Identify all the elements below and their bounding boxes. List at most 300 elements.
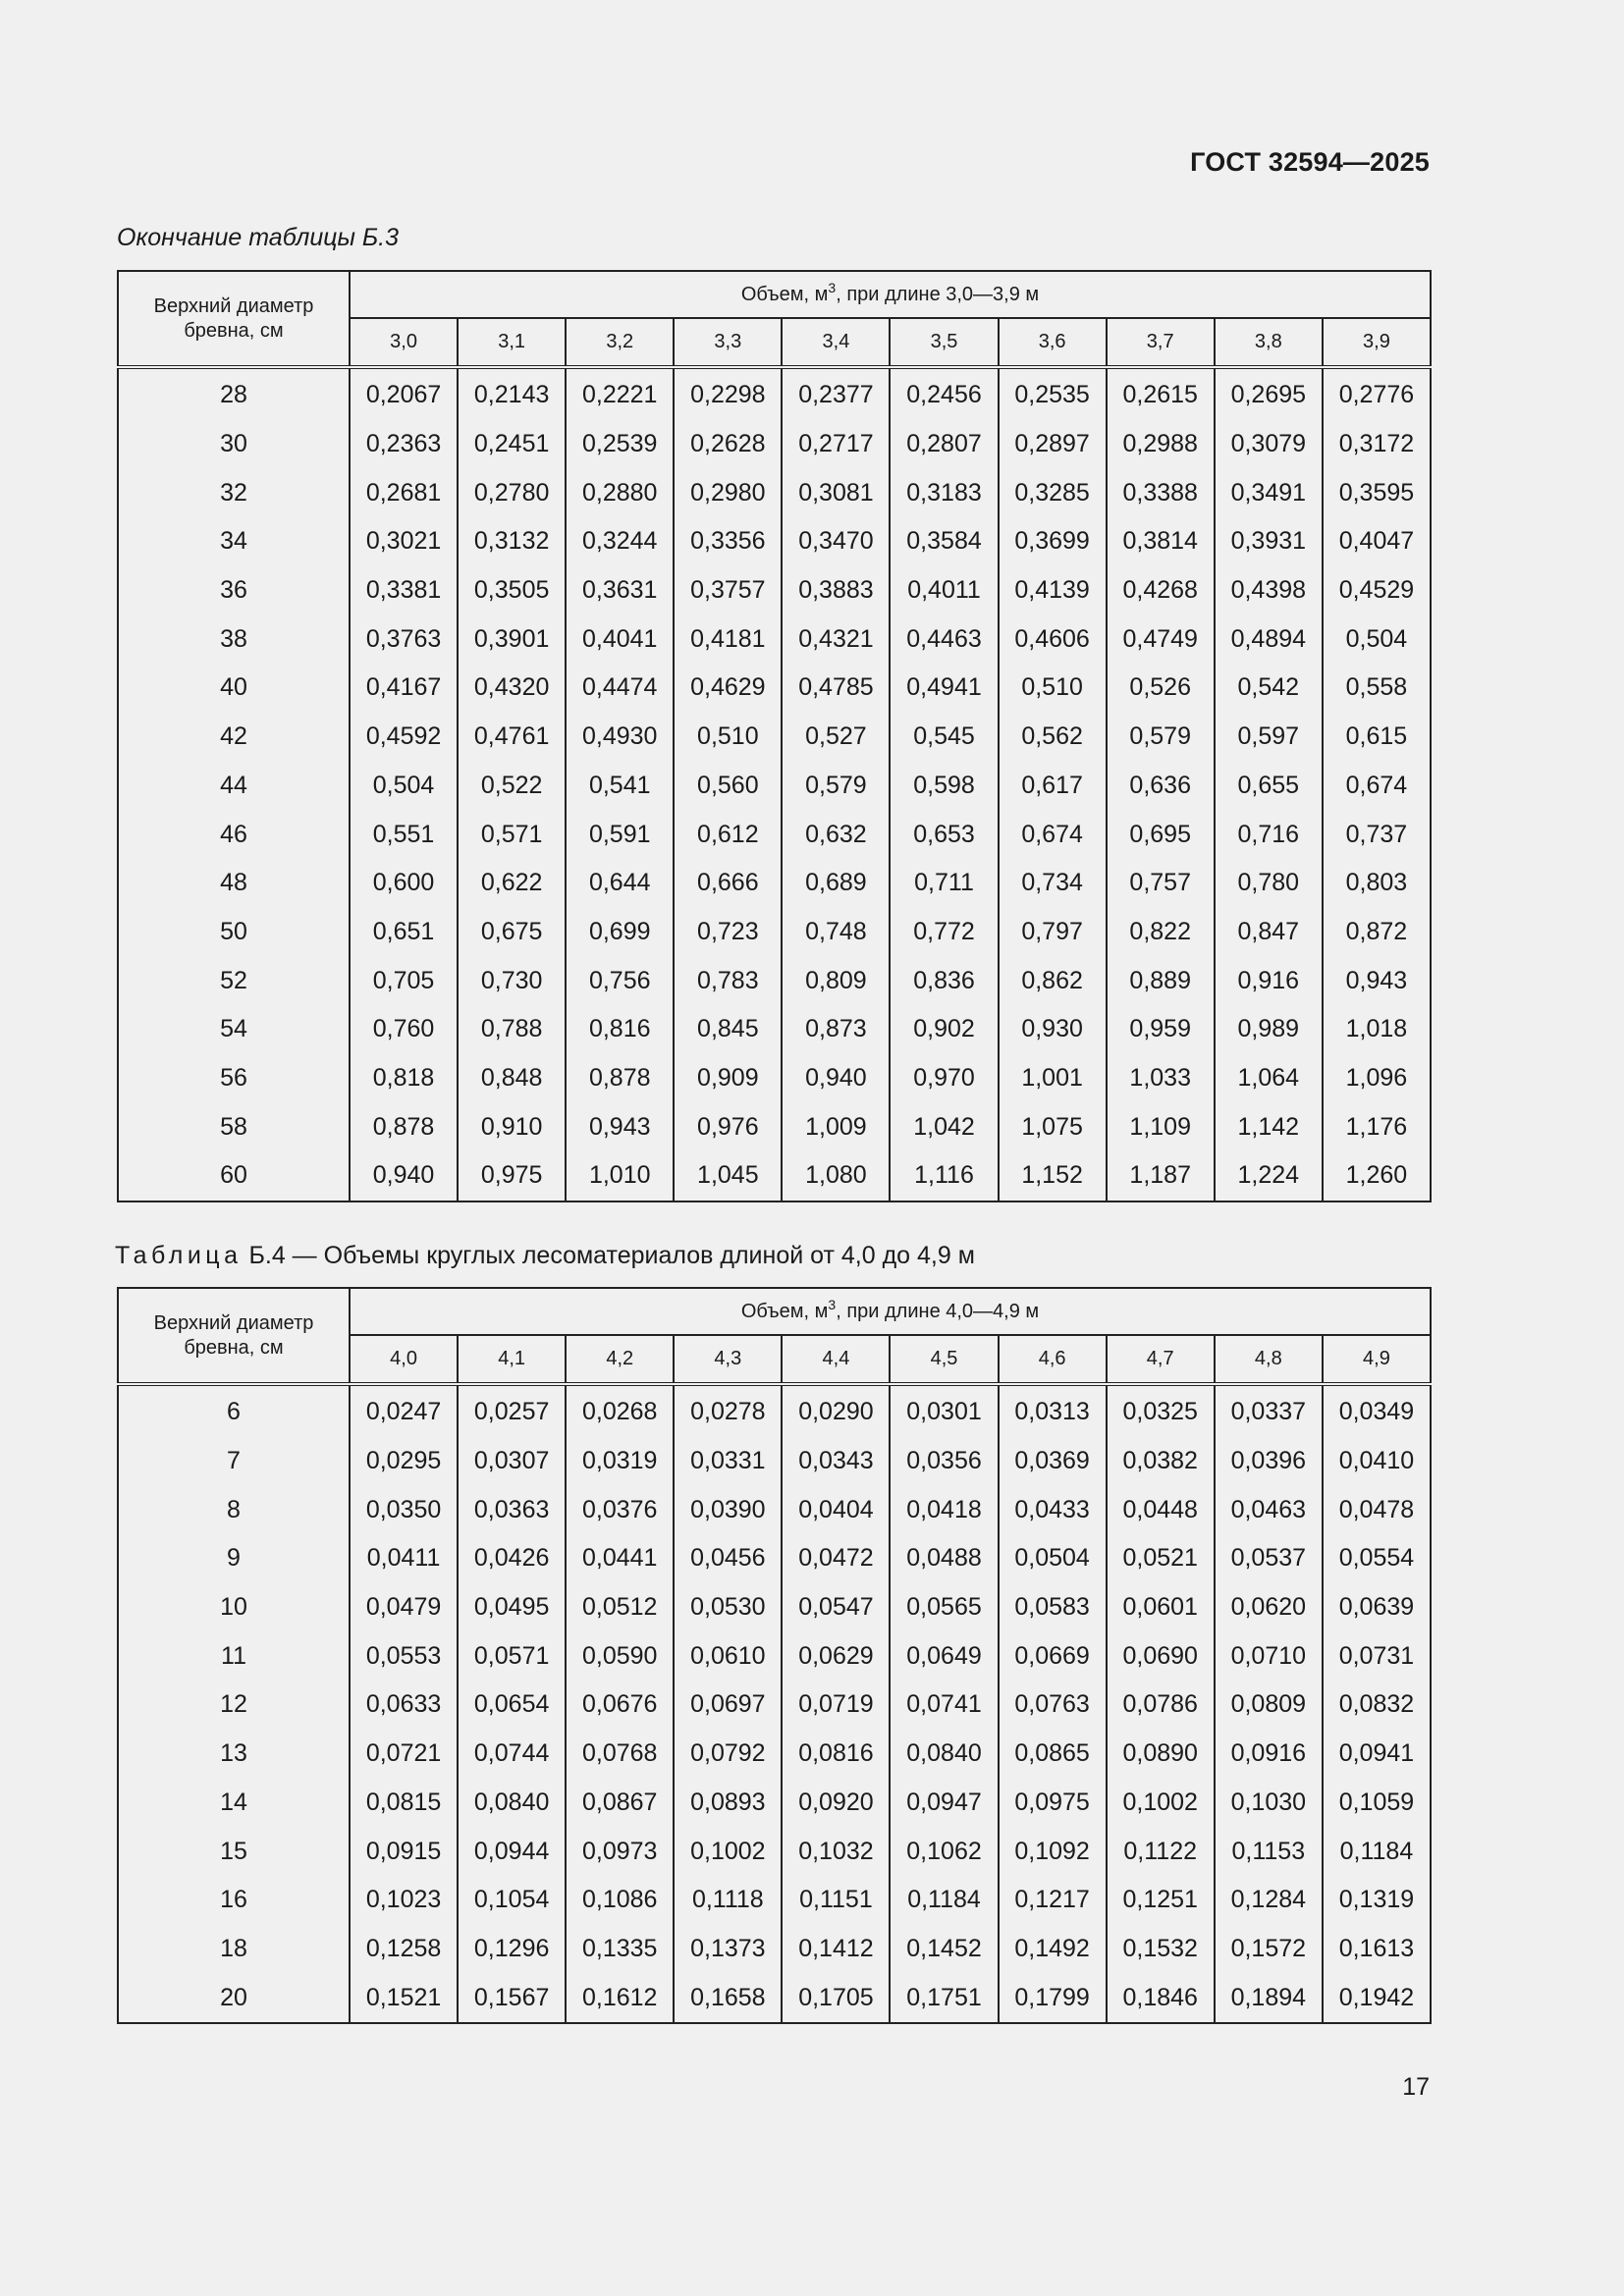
column-header: 3,4 [782, 318, 890, 367]
volume-cell: 0,0313 [999, 1384, 1107, 1437]
volume-cell: 0,0369 [999, 1437, 1107, 1486]
diameter-cell: 56 [118, 1054, 350, 1103]
volume-cell: 0,4930 [566, 713, 674, 762]
diameter-cell: 10 [118, 1583, 350, 1632]
volume-cell: 0,2143 [458, 367, 566, 420]
volume-cell: 0,737 [1323, 810, 1431, 859]
volume-cell: 0,3183 [890, 468, 998, 517]
volume-cell: 0,1612 [566, 1973, 674, 2023]
document-designation: ГОСТ 32594—2025 [1190, 147, 1430, 177]
table-row [118, 517, 1431, 566]
volume-cell: 0,818 [350, 1054, 458, 1103]
volume-cell: 0,836 [890, 956, 998, 1005]
volume-cell: 0,2363 [350, 420, 458, 469]
volume-cell: 0,0319 [566, 1437, 674, 1486]
volume-cell: 0,1054 [458, 1876, 566, 1925]
volume-cell: 0,3244 [566, 517, 674, 566]
volume-cell: 0,2298 [674, 367, 782, 420]
diameter-cell: 54 [118, 1005, 350, 1054]
volume-cell: 0,772 [890, 908, 998, 957]
volume-cell: 0,0396 [1215, 1437, 1323, 1486]
volume-cell: 0,2780 [458, 468, 566, 517]
volume-cell: 0,940 [350, 1151, 458, 1201]
volume-cell: 0,3505 [458, 566, 566, 615]
volume-cell: 0,0654 [458, 1681, 566, 1730]
volume-cell: 0,0382 [1107, 1437, 1215, 1486]
volume-cell: 0,1335 [566, 1925, 674, 1974]
page-number: 17 [1402, 2073, 1430, 2101]
volume-cell: 0,705 [350, 956, 458, 1005]
volume-cell: 0,930 [999, 1005, 1107, 1054]
volume-cell: 0,1412 [782, 1925, 890, 1974]
volume-cell: 0,0410 [1323, 1437, 1431, 1486]
volume-cell: 0,0504 [999, 1534, 1107, 1583]
volume-cell: 0,4463 [890, 614, 998, 664]
volume-cell: 0,940 [782, 1054, 890, 1103]
diameter-cell: 11 [118, 1631, 350, 1681]
volume-cell: 0,597 [1215, 713, 1323, 762]
volume-cell: 0,4592 [350, 713, 458, 762]
volume-cell: 0,873 [782, 1005, 890, 1054]
volume-cell: 0,1062 [890, 1827, 998, 1876]
volume-cell: 0,878 [566, 1054, 674, 1103]
volume-cell: 0,0629 [782, 1631, 890, 1681]
volume-cell: 0,1284 [1215, 1876, 1323, 1925]
volume-cell: 0,0488 [890, 1534, 998, 1583]
volume-cell: 0,0920 [782, 1779, 890, 1828]
volume-cell: 0,689 [782, 859, 890, 908]
volume-cell: 0,2880 [566, 468, 674, 517]
volume-cell: 0,1023 [350, 1876, 458, 1925]
volume-cell: 0,0916 [1215, 1730, 1323, 1779]
volume-cell: 0,3757 [674, 566, 782, 615]
stub-header: Верхний диаметр бревна, см [118, 271, 350, 367]
volume-cell: 0,0301 [890, 1384, 998, 1437]
volume-cell: 0,0307 [458, 1437, 566, 1486]
volume-cell: 0,598 [890, 762, 998, 811]
volume-cell: 0,1492 [999, 1925, 1107, 1974]
volume-cell: 0,0944 [458, 1827, 566, 1876]
table-row [118, 420, 1431, 469]
volume-cell: 0,723 [674, 908, 782, 957]
volume-cell: 0,4167 [350, 664, 458, 713]
volume-cell: 0,909 [674, 1054, 782, 1103]
volume-cell: 0,1251 [1107, 1876, 1215, 1925]
table-row [118, 810, 1431, 859]
volume-table-4 [117, 1287, 1432, 2024]
volume-cell: 0,612 [674, 810, 782, 859]
volume-cell: 0,579 [782, 762, 890, 811]
volume-cell: 0,0571 [458, 1631, 566, 1681]
volume-cell: 0,2539 [566, 420, 674, 469]
volume-cell: 0,734 [999, 859, 1107, 908]
diameter-cell: 6 [118, 1384, 350, 1437]
volume-cell: 0,675 [458, 908, 566, 957]
volume-cell: 0,0815 [350, 1779, 458, 1828]
volume-cell: 0,562 [999, 713, 1107, 762]
volume-cell: 0,1086 [566, 1876, 674, 1925]
volume-cell: 0,0620 [1215, 1583, 1323, 1632]
table-row [118, 1631, 1431, 1681]
volume-cell: 0,0744 [458, 1730, 566, 1779]
volume-cell: 0,3491 [1215, 468, 1323, 517]
table-row [118, 1384, 1431, 1437]
volume-cell: 0,0832 [1323, 1681, 1431, 1730]
volume-cell: 0,3172 [1323, 420, 1431, 469]
volume-cell: 0,862 [999, 956, 1107, 1005]
diameter-cell: 9 [118, 1534, 350, 1583]
volume-cell: 0,872 [1323, 908, 1431, 957]
volume-cell: 0,1942 [1323, 1973, 1431, 2023]
volume-cell: 0,943 [566, 1102, 674, 1151]
column-header: 4,3 [674, 1335, 782, 1384]
volume-cell: 0,0376 [566, 1485, 674, 1534]
volume-cell: 0,0521 [1107, 1534, 1215, 1583]
table-row [118, 859, 1431, 908]
volume-cell: 0,0356 [890, 1437, 998, 1486]
diameter-cell: 46 [118, 810, 350, 859]
volume-cell: 0,571 [458, 810, 566, 859]
table-row [118, 1681, 1431, 1730]
group-header: Объем, $м^3$, при длине 3,0—3,9 м [350, 271, 1431, 318]
volume-cell: 0,848 [458, 1054, 566, 1103]
volume-cell: 0,0786 [1107, 1681, 1215, 1730]
volume-cell: 0,1258 [350, 1925, 458, 1974]
table-body [118, 367, 1431, 1201]
volume-cell: 0,3901 [458, 614, 566, 664]
volume-cell: 0,1059 [1323, 1779, 1431, 1828]
volume-cell: 0,845 [674, 1005, 782, 1054]
volume-cell: 0,0257 [458, 1384, 566, 1437]
volume-cell: 0,542 [1215, 664, 1323, 713]
volume-cell: 0,1846 [1107, 1973, 1215, 2023]
volume-cell: 0,748 [782, 908, 890, 957]
volume-cell: 0,4181 [674, 614, 782, 664]
volume-cell: 1,260 [1323, 1151, 1431, 1201]
volume-cell: 0,504 [350, 762, 458, 811]
column-header: 3,2 [566, 318, 674, 367]
volume-cell: 0,644 [566, 859, 674, 908]
diameter-cell: 58 [118, 1102, 350, 1151]
volume-cell: 0,3285 [999, 468, 1107, 517]
volume-cell: 1,080 [782, 1151, 890, 1201]
volume-cell: 0,655 [1215, 762, 1323, 811]
volume-cell: 0,4606 [999, 614, 1107, 664]
volume-cell: 0,797 [999, 908, 1107, 957]
volume-cell: 0,3081 [782, 468, 890, 517]
volume-cell: 0,0426 [458, 1534, 566, 1583]
volume-cell: 0,3381 [350, 566, 458, 615]
column-header: 3,0 [350, 318, 458, 367]
volume-cell: 0,2988 [1107, 420, 1215, 469]
volume-cell: 0,1002 [1107, 1779, 1215, 1828]
volume-cell: 0,558 [1323, 664, 1431, 713]
volume-cell: 0,902 [890, 1005, 998, 1054]
volume-cell: 0,0690 [1107, 1631, 1215, 1681]
table-row [118, 1151, 1431, 1201]
volume-cell: 0,1092 [999, 1827, 1107, 1876]
volume-cell: 0,0433 [999, 1485, 1107, 1534]
volume-cell: 0,0890 [1107, 1730, 1215, 1779]
volume-cell: 0,757 [1107, 859, 1215, 908]
volume-cell: 0,0669 [999, 1631, 1107, 1681]
table-row [118, 468, 1431, 517]
table-row [118, 1054, 1431, 1103]
volume-cell: 0,0816 [782, 1730, 890, 1779]
volume-cell: 0,510 [674, 713, 782, 762]
column-header: 3,9 [1323, 318, 1431, 367]
volume-cell: 0,0554 [1323, 1534, 1431, 1583]
column-header: 4,2 [566, 1335, 674, 1384]
volume-cell: 0,816 [566, 1005, 674, 1054]
volume-cell: 1,018 [1323, 1005, 1431, 1054]
column-header: 3,3 [674, 318, 782, 367]
volume-cell: 0,1751 [890, 1973, 998, 2023]
volume-cell: 0,0331 [674, 1437, 782, 1486]
volume-cell: 1,033 [1107, 1054, 1215, 1103]
diameter-cell: 8 [118, 1485, 350, 1534]
volume-cell: 0,0792 [674, 1730, 782, 1779]
volume-cell: 0,0472 [782, 1534, 890, 1583]
volume-cell: 0,0719 [782, 1681, 890, 1730]
volume-cell: 0,0941 [1323, 1730, 1431, 1779]
volume-cell: 0,0390 [674, 1485, 782, 1534]
diameter-cell: 40 [118, 664, 350, 713]
volume-cell: 0,0915 [350, 1827, 458, 1876]
diameter-cell: 50 [118, 908, 350, 957]
volume-cell: 0,2456 [890, 367, 998, 420]
volume-cell: 0,0337 [1215, 1384, 1323, 1437]
volume-cell: 0,847 [1215, 908, 1323, 957]
volume-cell: 0,0290 [782, 1384, 890, 1437]
volume-cell: 0,1217 [999, 1876, 1107, 1925]
volume-cell: 0,0463 [1215, 1485, 1323, 1534]
volume-cell: 0,0247 [350, 1384, 458, 1437]
volume-cell: 0,943 [1323, 956, 1431, 1005]
volume-cell: 0,0350 [350, 1485, 458, 1534]
stub-header: Верхний диаметр бревна, см [118, 1288, 350, 1384]
volume-cell: 0,989 [1215, 1005, 1323, 1054]
volume-cell: 0,3631 [566, 566, 674, 615]
volume-cell: 0,2681 [350, 468, 458, 517]
table-row [118, 1102, 1431, 1151]
volume-cell: 0,1572 [1215, 1925, 1323, 1974]
volume-cell: 1,042 [890, 1102, 998, 1151]
volume-cell: 0,2221 [566, 367, 674, 420]
volume-cell: 0,526 [1107, 664, 1215, 713]
table-row [118, 614, 1431, 664]
volume-cell: 0,2615 [1107, 367, 1215, 420]
volume-cell: 0,0768 [566, 1730, 674, 1779]
volume-cell: 0,4529 [1323, 566, 1431, 615]
table-row [118, 762, 1431, 811]
table-row [118, 1779, 1431, 1828]
column-header: 3,7 [1107, 318, 1215, 367]
volume-cell: 1,116 [890, 1151, 998, 1201]
volume-cell: 0,666 [674, 859, 782, 908]
diameter-cell: 13 [118, 1730, 350, 1779]
volume-cell: 0,1153 [1215, 1827, 1323, 1876]
volume-cell: 0,0537 [1215, 1534, 1323, 1583]
volume-cell: 0,809 [782, 956, 890, 1005]
diameter-cell: 12 [118, 1681, 350, 1730]
volume-cell: 0,541 [566, 762, 674, 811]
table-row [118, 1534, 1431, 1583]
volume-cell: 0,1118 [674, 1876, 782, 1925]
diameter-cell: 52 [118, 956, 350, 1005]
volume-cell: 1,096 [1323, 1054, 1431, 1103]
volume-cell: 0,0478 [1323, 1485, 1431, 1534]
volume-cell: 0,2980 [674, 468, 782, 517]
volume-cell: 1,152 [999, 1151, 1107, 1201]
diameter-cell: 16 [118, 1876, 350, 1925]
volume-cell: 0,4398 [1215, 566, 1323, 615]
volume-cell: 0,4474 [566, 664, 674, 713]
volume-cell: 0,0553 [350, 1631, 458, 1681]
table-continuation-caption: Окончание таблицы Б.3 [117, 224, 399, 251]
volume-cell: 0,560 [674, 762, 782, 811]
volume-cell: 1,176 [1323, 1102, 1431, 1151]
volume-cell: 0,2451 [458, 420, 566, 469]
volume-cell: 0,0268 [566, 1384, 674, 1437]
volume-cell: 0,1122 [1107, 1827, 1215, 1876]
volume-cell: 1,187 [1107, 1151, 1215, 1201]
table-row [118, 1437, 1431, 1486]
column-header: 4,7 [1107, 1335, 1215, 1384]
volume-cell: 0,0448 [1107, 1485, 1215, 1534]
volume-cell: 0,617 [999, 762, 1107, 811]
volume-cell: 0,4761 [458, 713, 566, 762]
volume-cell: 0,0676 [566, 1681, 674, 1730]
volume-cell: 0,889 [1107, 956, 1215, 1005]
diameter-cell: 14 [118, 1779, 350, 1828]
volume-cell: 0,2807 [890, 420, 998, 469]
column-header: 4,6 [999, 1335, 1107, 1384]
table-row [118, 1005, 1431, 1054]
column-header: 4,1 [458, 1335, 566, 1384]
table-row [118, 367, 1431, 420]
volume-cell: 0,3814 [1107, 517, 1215, 566]
volume-cell: 0,0343 [782, 1437, 890, 1486]
volume-cell: 0,716 [1215, 810, 1323, 859]
volume-cell: 0,4785 [782, 664, 890, 713]
column-header: 4,9 [1323, 1335, 1431, 1384]
volume-cell: 0,0349 [1323, 1384, 1431, 1437]
diameter-cell: 15 [118, 1827, 350, 1876]
diameter-cell: 44 [118, 762, 350, 811]
table-row [118, 1485, 1431, 1534]
column-header: 4,0 [350, 1335, 458, 1384]
table-row [118, 956, 1431, 1005]
volume-cell: 0,0840 [458, 1779, 566, 1828]
volume-cell: 0,653 [890, 810, 998, 859]
volume-cell: 0,0547 [782, 1583, 890, 1632]
volume-cell: 0,976 [674, 1102, 782, 1151]
column-header: 4,4 [782, 1335, 890, 1384]
diameter-cell: 34 [118, 517, 350, 566]
diameter-cell: 48 [118, 859, 350, 908]
volume-cell: 0,970 [890, 1054, 998, 1103]
volume-cell: 0,0583 [999, 1583, 1107, 1632]
volume-cell: 0,711 [890, 859, 998, 908]
column-header: 3,1 [458, 318, 566, 367]
volume-cell: 0,0975 [999, 1779, 1107, 1828]
volume-cell: 0,636 [1107, 762, 1215, 811]
volume-cell: 0,4139 [999, 566, 1107, 615]
volume-cell: 0,600 [350, 859, 458, 908]
volume-cell: 1,075 [999, 1102, 1107, 1151]
volume-cell: 0,4629 [674, 664, 782, 713]
volume-cell: 1,109 [1107, 1102, 1215, 1151]
volume-cell: 0,1532 [1107, 1925, 1215, 1974]
table-row [118, 1925, 1431, 1974]
volume-cell: 1,045 [674, 1151, 782, 1201]
volume-cell: 0,4941 [890, 664, 998, 713]
volume-cell: 0,632 [782, 810, 890, 859]
volume-cell: 0,0893 [674, 1779, 782, 1828]
column-header: 3,5 [890, 318, 998, 367]
volume-cell: 0,0610 [674, 1631, 782, 1681]
diameter-cell: 7 [118, 1437, 350, 1486]
table-caption: Таблица Б.4 — Объемы круглых лесоматериалов длиной от 4,0 до 4,9 м [115, 1242, 975, 1269]
table-row [118, 908, 1431, 957]
volume-cell: 0,0404 [782, 1485, 890, 1534]
volume-cell: 0,0530 [674, 1583, 782, 1632]
volume-cell: 0,1002 [674, 1827, 782, 1876]
table-body [118, 1384, 1431, 2023]
volume-cell: 0,3388 [1107, 468, 1215, 517]
volume-cell: 0,0865 [999, 1730, 1107, 1779]
volume-cell: 0,1184 [890, 1876, 998, 1925]
volume-cell: 0,695 [1107, 810, 1215, 859]
diameter-cell: 32 [118, 468, 350, 517]
volume-cell: 0,3021 [350, 517, 458, 566]
table-row [118, 1973, 1431, 2023]
table-row [118, 1730, 1431, 1779]
volume-cell: 0,1567 [458, 1973, 566, 2023]
volume-cell: 0,2067 [350, 367, 458, 420]
column-header: 4,5 [890, 1335, 998, 1384]
volume-cell: 0,4041 [566, 614, 674, 664]
diameter-cell: 38 [118, 614, 350, 664]
volume-cell: 0,783 [674, 956, 782, 1005]
volume-cell: 0,3699 [999, 517, 1107, 566]
volume-cell: 0,510 [999, 664, 1107, 713]
volume-cell: 0,0649 [890, 1631, 998, 1681]
volume-cell: 1,009 [782, 1102, 890, 1151]
volume-cell: 1,010 [566, 1151, 674, 1201]
diameter-cell: 36 [118, 566, 350, 615]
volume-cell: 0,0763 [999, 1681, 1107, 1730]
volume-cell: 0,1452 [890, 1925, 998, 1974]
volume-cell: 0,651 [350, 908, 458, 957]
volume-cell: 0,0697 [674, 1681, 782, 1730]
volume-cell: 0,2897 [999, 420, 1107, 469]
volume-cell: 0,2695 [1215, 367, 1323, 420]
volume-cell: 0,674 [1323, 762, 1431, 811]
volume-cell: 0,4320 [458, 664, 566, 713]
volume-cell: 0,2628 [674, 420, 782, 469]
volume-cell: 0,2717 [782, 420, 890, 469]
volume-cell: 0,0601 [1107, 1583, 1215, 1632]
diameter-cell: 28 [118, 367, 350, 420]
volume-cell: 0,1184 [1323, 1827, 1431, 1876]
volume-cell: 0,4894 [1215, 614, 1323, 664]
table-row [118, 1876, 1431, 1925]
volume-cell: 0,756 [566, 956, 674, 1005]
group-header: Объем, $м^3$, при длине 4,0—4,9 м [350, 1288, 1431, 1335]
volume-cell: 0,527 [782, 713, 890, 762]
